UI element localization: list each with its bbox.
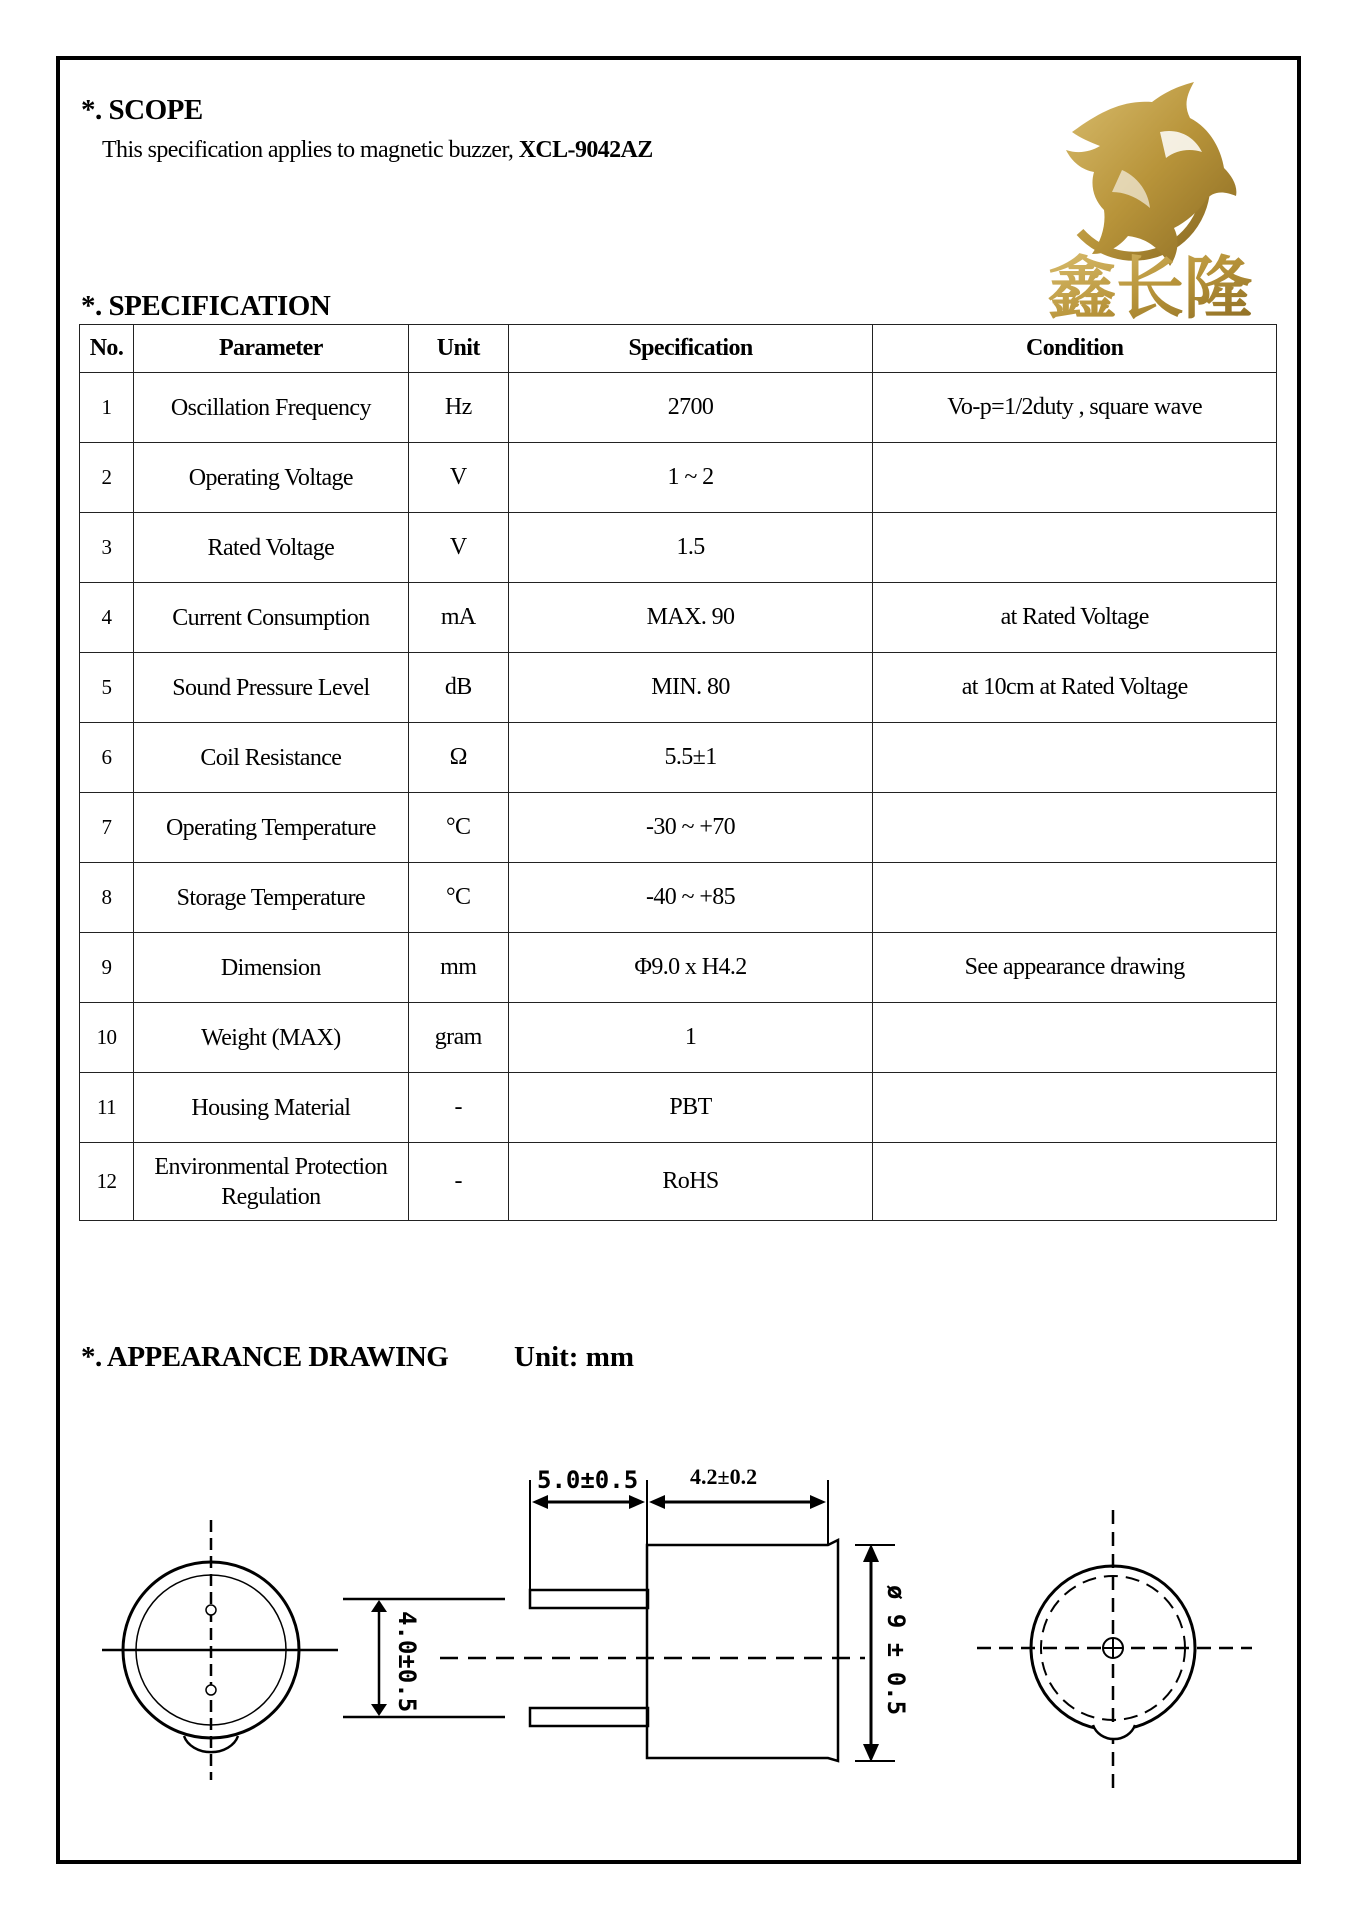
back-view-drawing xyxy=(977,1510,1252,1790)
cell-condition xyxy=(873,1073,1277,1143)
cell-parameter: Rated Voltage xyxy=(133,513,408,583)
dragon-emblem-icon xyxy=(1066,82,1236,266)
appearance-heading: *. APPEARANCE DRAWING xyxy=(81,1341,449,1373)
cell-condition: at Rated Voltage xyxy=(873,583,1277,653)
cell-unit: °C xyxy=(408,863,508,933)
cell-no: 9 xyxy=(80,933,134,1003)
cell-unit: - xyxy=(408,1143,508,1221)
table-row xyxy=(80,863,1277,933)
cell-condition: at 10cm at Rated Voltage xyxy=(873,653,1277,723)
cell-no: 2 xyxy=(80,443,134,513)
cell-spec: RoHS xyxy=(508,1143,873,1221)
specification-heading: *. SPECIFICATION xyxy=(81,290,331,322)
cell-no: 10 xyxy=(80,1003,134,1073)
table-row xyxy=(80,513,1277,583)
cell-spec: -40 ~ +85 xyxy=(508,863,873,933)
cell-no: 5 xyxy=(80,653,134,723)
column-header: Unit xyxy=(408,325,508,373)
cell-spec: Φ9.0 x H4.2 xyxy=(508,933,873,1003)
cell-spec: -30 ~ +70 xyxy=(508,793,873,863)
scope-description: This specification applies to magnetic buzzer, xyxy=(102,137,514,163)
cell-unit: mA xyxy=(408,583,508,653)
cell-spec: MAX. 90 xyxy=(508,583,873,653)
cell-parameter: Coil Resistance xyxy=(133,723,408,793)
cell-unit: gram xyxy=(408,1003,508,1073)
cell-condition xyxy=(873,793,1277,863)
cell-unit: Hz xyxy=(408,373,508,443)
scope-text xyxy=(102,137,653,164)
unit-label: Unit: mm xyxy=(514,1341,635,1373)
cell-condition xyxy=(873,513,1277,583)
cell-no: 11 xyxy=(80,1073,134,1143)
cell-no: 12 xyxy=(80,1143,134,1221)
pin-spacing-dim: 4.0±0.5 xyxy=(393,1611,421,1713)
model-number: XCL-9042AZ xyxy=(518,137,653,163)
column-header: Parameter xyxy=(133,325,408,373)
table-row xyxy=(80,1073,1277,1143)
cell-parameter: Operating Voltage xyxy=(133,443,408,513)
cell-spec: 1.5 xyxy=(508,513,873,583)
cell-unit: V xyxy=(408,513,508,583)
column-header: No. xyxy=(80,325,134,373)
column-header: Specification xyxy=(508,325,873,373)
cell-parameter: Weight (MAX) xyxy=(133,1003,408,1073)
scope-heading: *. SCOPE xyxy=(81,94,203,126)
cell-unit: dB xyxy=(408,653,508,723)
pin-length-dim: 5.0±0.5 xyxy=(537,1466,639,1494)
cell-parameter: Current Consumption xyxy=(133,583,408,653)
cell-spec: 1 xyxy=(508,1003,873,1073)
diameter-dim: ø 9 ± 0.5 xyxy=(882,1585,910,1716)
table-header-row xyxy=(80,325,1277,373)
cell-parameter: Operating Temperature xyxy=(133,793,408,863)
cell-no: 1 xyxy=(80,373,134,443)
table-row xyxy=(80,443,1277,513)
table-row xyxy=(80,1143,1277,1221)
cell-no: 8 xyxy=(80,863,134,933)
side-view-drawing xyxy=(343,1480,895,1762)
table-row xyxy=(80,723,1277,793)
table-row xyxy=(80,1003,1277,1073)
table-row xyxy=(80,793,1277,863)
cell-condition xyxy=(873,723,1277,793)
cell-unit: V xyxy=(408,443,508,513)
specification-table xyxy=(79,324,1277,1221)
cell-parameter: Sound Pressure Level xyxy=(133,653,408,723)
cell-spec: 2700 xyxy=(508,373,873,443)
cell-spec: 1 ~ 2 xyxy=(508,443,873,513)
cell-condition: See appearance drawing xyxy=(873,933,1277,1003)
cell-no: 6 xyxy=(80,723,134,793)
cell-condition: Vo-p=1/2duty , square wave xyxy=(873,373,1277,443)
table-row xyxy=(80,583,1277,653)
company-logo xyxy=(1010,72,1290,322)
cell-parameter: Environmental Protection Regulation xyxy=(133,1143,408,1221)
cell-parameter: Housing Material xyxy=(133,1073,408,1143)
table-row xyxy=(80,373,1277,443)
table-row xyxy=(80,933,1277,1003)
cell-parameter: Dimension xyxy=(133,933,408,1003)
cell-unit: - xyxy=(408,1073,508,1143)
front-view-drawing xyxy=(102,1520,338,1780)
cell-parameter: Oscillation Frequency xyxy=(133,373,408,443)
logo-brand-text: 鑫长隆 xyxy=(1047,250,1253,322)
cell-condition xyxy=(873,443,1277,513)
body-height-dim: 4.2±0.2 xyxy=(690,1464,758,1489)
cell-unit: Ω xyxy=(408,723,508,793)
cell-no: 4 xyxy=(80,583,134,653)
cell-spec: MIN. 80 xyxy=(508,653,873,723)
cell-spec: 5.5±1 xyxy=(508,723,873,793)
column-header: Condition xyxy=(873,325,1277,373)
cell-unit: °C xyxy=(408,793,508,863)
cell-no: 7 xyxy=(80,793,134,863)
cell-no: 3 xyxy=(80,513,134,583)
appearance-drawing xyxy=(60,1440,1296,1820)
table-row xyxy=(80,653,1277,723)
cell-condition xyxy=(873,1003,1277,1073)
cell-unit: mm xyxy=(408,933,508,1003)
cell-condition xyxy=(873,1143,1277,1221)
cell-spec: PBT xyxy=(508,1073,873,1143)
cell-parameter: Storage Temperature xyxy=(133,863,408,933)
cell-condition xyxy=(873,863,1277,933)
